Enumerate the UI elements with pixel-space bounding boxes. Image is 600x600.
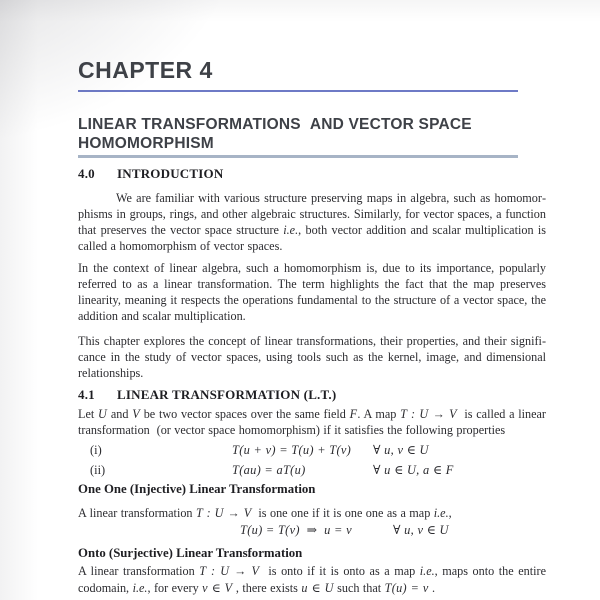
one-one-formula-row [78,521,546,539]
section-label: INTRODUCTION [117,166,224,181]
spacer [78,521,240,539]
one-one-formula: T(u) = T(v) ⇒ u = v [240,523,352,537]
chapter-heading: CHAPTER 4 [78,57,213,83]
lt-definition-paragraph: Let U and V be two vector spaces over the same field F. A map T : U → V is called a linear transformation (or vector space homomorphism) if it satisfies the following properties [78,407,546,437]
intro-paragraph-1: We are familiar with various structure preserving maps in algebra, such as homomorphisms in groups, rings, and other algebraic structures. Similarly, for vector spaces, a function that preserves the vector space structure i.e., both vector addition and scalar multiplication is called a homomorphism of vector spaces. [78,191,546,253]
lt-property-row-2 [78,460,546,480]
section-number: 4.0 [78,166,95,181]
property-quantifier: ∀ u ∈ U, a ∈ F [373,463,454,477]
subheading-one-one: One One (Injective) Linear Transformation [78,482,316,496]
property-formula: T(u + v) = T(u) + T(v) [232,443,352,457]
section-heading-linear-transformation [78,388,546,402]
property-label: (i) [90,443,102,457]
property-label: (ii) [90,463,106,477]
title-rule [78,155,518,158]
chapter-title-line1: LINEAR TRANSFORMATIONS AND VECTOR SPACE [78,116,472,133]
section-heading-introduction [78,167,546,181]
lt-property-list [78,440,546,480]
one-one-quantifier: ∀ u, v ∈ U [393,523,449,537]
intro-paragraph-2: In the context of linear algebra, such a homomorphism is, due to its importance, popularly referred to as a linear transformation. The term highlights the fact that the map preserves linearity, meaning it respects the operations fundamental to the structure of a vector space, the addition and scalar multiplication. [78,261,546,323]
intro-paragraph-3: This chapter explores the concept of linear transformations, their properties, and their significance in the study of vector spaces, using tools such as the kernel, image, and dimensional relationships. [78,334,546,380]
subheading-onto: Onto (Surjective) Linear Transformation [78,546,303,560]
onto-paragraph: A linear transformation T : U → V is onto if it is onto as a map i.e., maps onto the entire codomain, i.e., for every v ∈ V , there exists u ∈ U such that T(u) = v . [78,564,546,595]
one-one-paragraph: A linear transformation T : U → V is one one if it is one one as a map i.e., [78,506,452,520]
page-content [78,0,546,597]
lt-property-row-1 [78,440,546,460]
property-formula: T(au) = aT(u) [232,463,306,477]
chapter-rule [78,90,518,92]
chapter-title-line2: HOMOMORPHISM [78,135,214,152]
section-number: 4.1 [78,387,95,402]
chapter-title [78,115,546,153]
property-quantifier: ∀ u, v ∈ U [373,443,429,457]
section-label: LINEAR TRANSFORMATION (L.T.) [117,387,337,402]
